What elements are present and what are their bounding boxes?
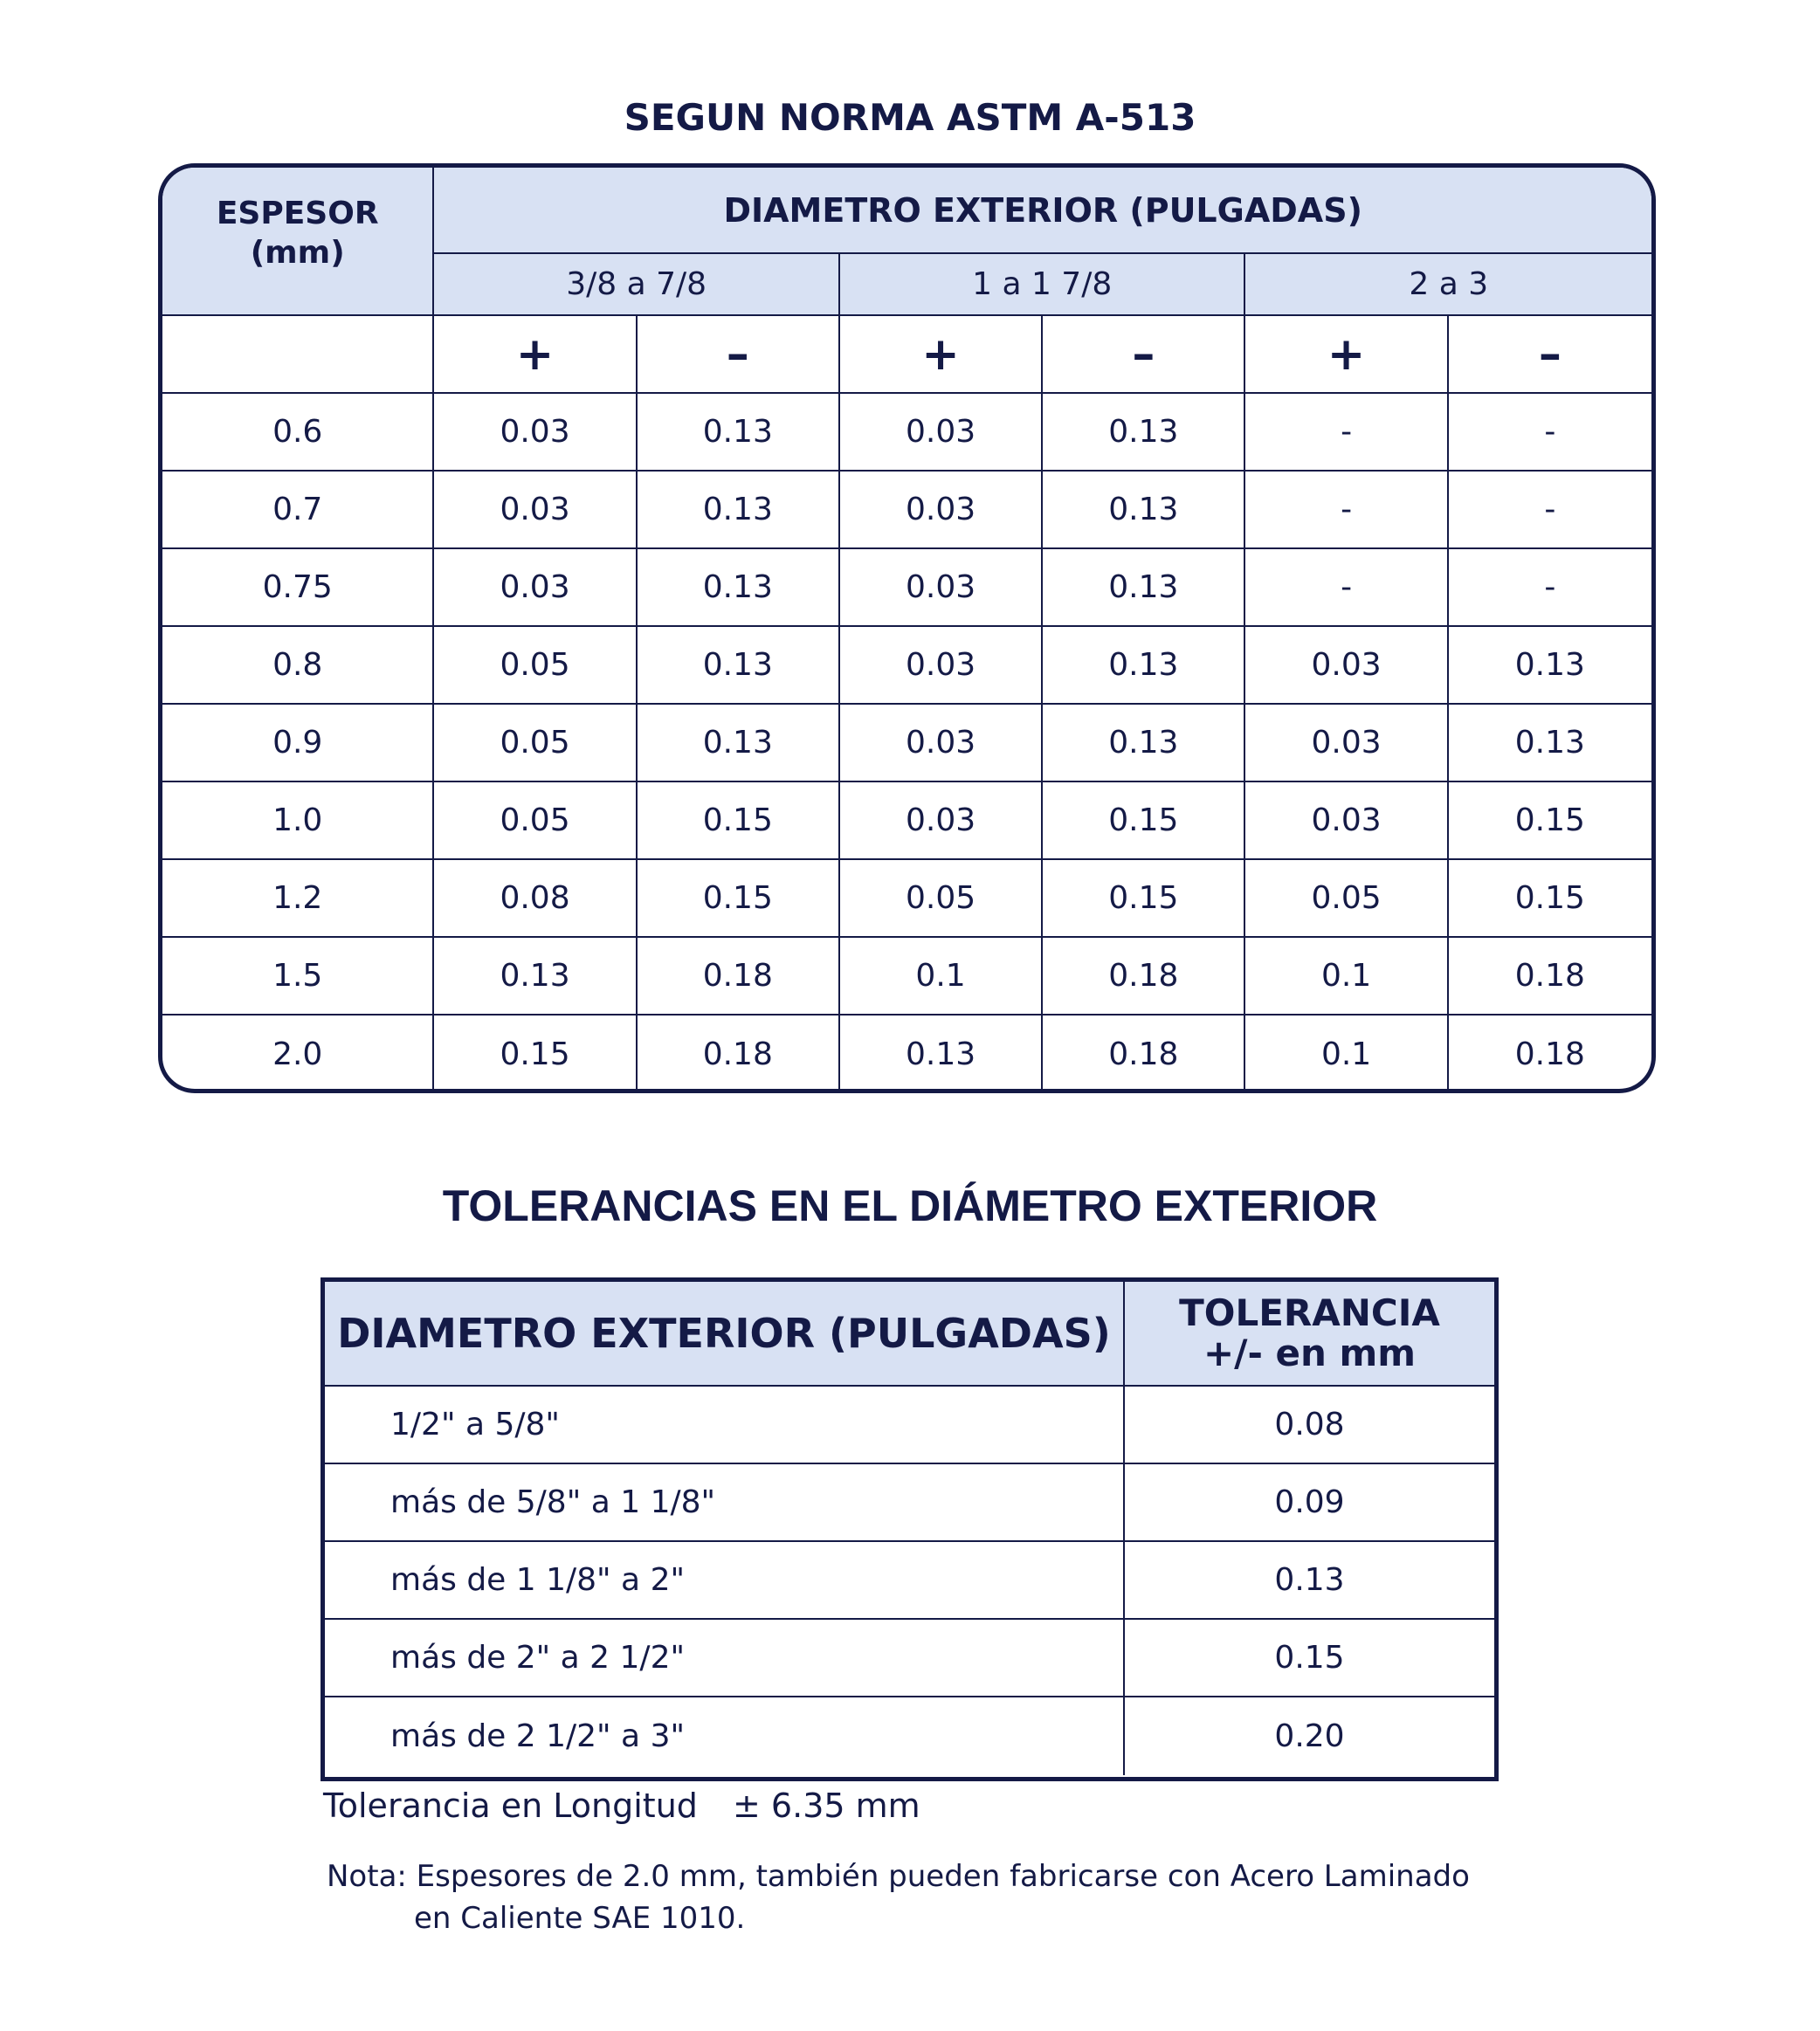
espesor-cell: 0.9 (162, 705, 434, 782)
value-cell: 0.03 (840, 394, 1043, 472)
value-cell: 0.13 (638, 705, 840, 782)
value-cell: 0.13 (1043, 472, 1245, 549)
value-cell: 0.13 (1449, 705, 1651, 782)
value-cell: 0.13 (638, 627, 840, 705)
espesor-cell: 1.5 (162, 938, 434, 1016)
table-row (325, 1542, 1494, 1620)
value-cell: 0.03 (434, 394, 637, 472)
espesor-cell: 0.6 (162, 394, 434, 472)
value-cell: - (1245, 472, 1448, 549)
plus-sign: + (434, 316, 637, 394)
value-cell: 0.03 (1245, 782, 1448, 860)
diametro-exterior-header: DIAMETRO EXTERIOR (PULGADAS) (434, 168, 1651, 254)
espesor-header (162, 168, 434, 316)
espesor-cell: 0.8 (162, 627, 434, 705)
value-cell: 0.08 (434, 860, 637, 938)
value-cell: 0.1 (1245, 1016, 1448, 1093)
diameter-tolerance-table (321, 1277, 1499, 1781)
table-row (162, 705, 1651, 782)
value-cell: 0.05 (840, 860, 1043, 938)
value-cell: 0.03 (1245, 627, 1448, 705)
tolerance-value: 0.20 (1274, 1718, 1345, 1754)
value-cell: 0.13 (1043, 394, 1245, 472)
astm-tolerance-table (158, 163, 1656, 1093)
value-cell: - (1449, 549, 1651, 627)
value-cell: 0.15 (1449, 782, 1651, 860)
table-row (162, 394, 1651, 472)
value-cell: 0.13 (1043, 549, 1245, 627)
value-cell: 0.03 (840, 627, 1043, 705)
value-cell: 0.15 (1043, 782, 1245, 860)
value-cell: 0.15 (1043, 860, 1245, 938)
minus-sign: – (1043, 316, 1245, 394)
minus-sign: – (1449, 316, 1651, 394)
table-row (162, 472, 1651, 549)
value-cell: 0.1 (840, 938, 1043, 1016)
longitud-value: ± 6.35 mm (733, 1787, 920, 1825)
value-cell: 0.03 (434, 549, 637, 627)
value-cell: 0.13 (1449, 627, 1651, 705)
table-row (325, 1620, 1494, 1697)
value-cell: 0.03 (840, 549, 1043, 627)
value-cell: 0.1 (1245, 938, 1448, 1016)
value-cell: 0.13 (638, 549, 840, 627)
value-cell: 0.03 (840, 705, 1043, 782)
longitud-label: Tolerancia en Longitud (323, 1787, 698, 1825)
plus-sign: + (1245, 316, 1448, 394)
espesor-cell: 0.7 (162, 472, 434, 549)
value-cell: - (1245, 549, 1448, 627)
value-cell: 0.03 (840, 782, 1043, 860)
table-row (162, 860, 1651, 938)
value-cell: 0.18 (638, 938, 840, 1016)
nota-line2: en Caliente SAE 1010. (414, 1901, 746, 1936)
tolerance-value: 0.15 (1125, 1620, 1494, 1697)
value-cell: 0.13 (840, 1016, 1043, 1093)
range-cell: más de 5/8" a 1 1/8" (325, 1464, 1125, 1542)
tolerancia-header-line1: TOLERANCIA (1179, 1291, 1440, 1334)
group-header: 1 a 1 7/8 (840, 254, 1246, 316)
astm-table (162, 168, 1651, 1093)
espesor-cell: 1.2 (162, 860, 434, 938)
value-cell: 0.15 (638, 782, 840, 860)
value-cell: 0.13 (638, 394, 840, 472)
tolerancias-title: TOLERANCIAS EN EL DIÁMETRO EXTERIOR (442, 1181, 1378, 1230)
group-header: 3/8 a 7/8 (434, 254, 840, 316)
value-cell: 0.03 (840, 472, 1043, 549)
table-row (325, 1387, 1494, 1464)
table-row (162, 1016, 1651, 1093)
nota-line1: Nota: Espesores de 2.0 mm, también pueden fabricarse con Acero Laminado (327, 1859, 1470, 1894)
espesor-cell: 1.0 (162, 782, 434, 860)
minus-sign: – (638, 316, 840, 394)
value-cell: 0.05 (434, 627, 637, 705)
value-cell: 0.15 (1449, 860, 1651, 938)
longitud-tolerance (323, 1787, 920, 1825)
value-cell: 0.05 (1245, 860, 1448, 938)
tolerance-table (325, 1282, 1494, 1775)
value-cell: 0.15 (434, 1016, 637, 1093)
value-cell: 0.18 (1043, 1016, 1245, 1093)
value-cell: 0.13 (1043, 627, 1245, 705)
range-cell: más de 2 1/2" a 3" (325, 1697, 1125, 1775)
espesor-cell: 0.75 (162, 549, 434, 627)
plus-sign: + (840, 316, 1043, 394)
value-cell: 0.18 (638, 1016, 840, 1093)
table-row (325, 1697, 1494, 1775)
table-row (162, 938, 1651, 1016)
tolerance-value: 0.09 (1125, 1464, 1494, 1542)
table-row (162, 782, 1651, 860)
value-cell: 0.18 (1043, 938, 1245, 1016)
value-cell: - (1245, 394, 1448, 472)
range-cell: más de 1 1/8" a 2" (325, 1542, 1125, 1620)
tolerance-value: 0.13 (1125, 1542, 1494, 1620)
value-cell: 0.13 (638, 472, 840, 549)
value-cell: 0.03 (434, 472, 637, 549)
table-row (162, 549, 1651, 627)
tolerancia-header (1125, 1282, 1494, 1387)
value-cell: 0.05 (434, 782, 637, 860)
table-row (162, 627, 1651, 705)
range-cell: 1/2" a 5/8" (325, 1387, 1125, 1464)
page-title: SEGUN NORMA ASTM A-513 (624, 96, 1196, 139)
nota (327, 1855, 1470, 1939)
group-header: 2 a 3 (1245, 254, 1651, 316)
range-cell: más de 2" a 2 1/2" (325, 1620, 1125, 1697)
value-cell: 0.18 (1449, 938, 1651, 1016)
espesor-header-label: ESPESOR (216, 196, 379, 231)
diametro-exterior-header: DIAMETRO EXTERIOR (PULGADAS) (325, 1282, 1125, 1387)
value-cell: 0.18 (1514, 1036, 1585, 1072)
espesor-cell: 2.0 (162, 1016, 434, 1093)
empty-cell (162, 316, 434, 394)
value-cell: 0.05 (434, 705, 637, 782)
value-cell: - (1449, 394, 1651, 472)
value-cell: 0.03 (1245, 705, 1448, 782)
table-row (325, 1464, 1494, 1542)
tolerancia-header-line2: +/- en mm (1203, 1332, 1417, 1374)
value-cell: 0.15 (638, 860, 840, 938)
tolerance-value: 0.08 (1125, 1387, 1494, 1464)
value-cell: - (1449, 472, 1651, 549)
value-cell: 0.13 (1043, 705, 1245, 782)
value-cell: 0.13 (434, 938, 637, 1016)
espesor-header-unit: (mm) (250, 235, 345, 271)
